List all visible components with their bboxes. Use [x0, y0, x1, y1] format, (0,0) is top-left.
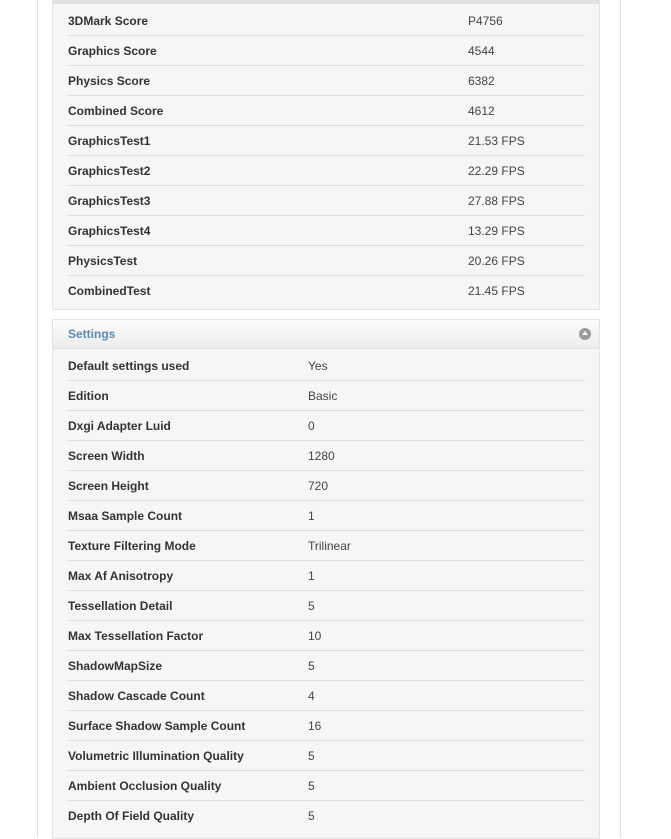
settings-label: Default settings used	[68, 359, 190, 373]
settings-value: Trilinear	[308, 539, 351, 553]
result-label: Graphics Score	[68, 44, 157, 58]
settings-value: 5	[308, 779, 315, 793]
settings-value: 1	[308, 509, 315, 523]
settings-row	[67, 591, 585, 621]
result-value: 4612	[468, 104, 495, 118]
result-row-3dmark-score	[67, 6, 585, 36]
settings-value: 0	[308, 419, 315, 433]
result-row-physics-test	[67, 246, 585, 276]
settings-value: Yes	[308, 359, 328, 373]
result-row-graphics-test-3	[67, 186, 585, 216]
settings-label: Tessellation Detail	[68, 599, 173, 613]
settings-panel	[52, 319, 600, 839]
settings-value: 720	[308, 479, 329, 493]
settings-row	[67, 381, 585, 411]
settings-label: Volumetric Illumination Quality	[68, 749, 244, 763]
result-value: 13.29 FPS	[468, 224, 525, 238]
settings-row	[67, 441, 585, 471]
settings-label: Max Tessellation Factor	[68, 629, 204, 643]
result-row-physics-score	[67, 66, 585, 96]
settings-row	[67, 741, 585, 771]
result-value: 4544	[468, 44, 495, 58]
settings-row	[67, 801, 585, 830]
results-list	[67, 4, 585, 305]
settings-label: Edition	[68, 389, 109, 403]
settings-row	[67, 531, 585, 561]
result-row-graphics-test-1	[67, 126, 585, 156]
settings-label: Msaa Sample Count	[68, 509, 183, 523]
settings-value: 1280	[308, 449, 335, 463]
settings-value: Basic	[308, 389, 338, 403]
result-value: 21.53 FPS	[468, 134, 525, 148]
settings-label: Ambient Occlusion Quality	[68, 779, 222, 793]
result-value: 6382	[468, 74, 495, 88]
result-label: GraphicsTest3	[68, 194, 151, 208]
settings-label: Dxgi Adapter Luid	[68, 419, 171, 433]
result-label: GraphicsTest1	[68, 134, 151, 148]
result-value: 20.26 FPS	[468, 254, 525, 268]
settings-value: 10	[308, 629, 322, 643]
result-value: 21.45 FPS	[468, 284, 525, 298]
settings-label: Screen Width	[68, 449, 145, 463]
result-value: 27.88 FPS	[468, 194, 525, 208]
settings-row	[67, 501, 585, 531]
result-value: 22.29 FPS	[468, 164, 525, 178]
settings-panel-header[interactable]	[53, 320, 599, 349]
settings-row	[67, 681, 585, 711]
settings-label: ShadowMapSize	[68, 659, 163, 673]
settings-row	[67, 561, 585, 591]
settings-row	[67, 711, 585, 741]
result-row-graphics-test-2	[67, 156, 585, 186]
settings-row	[67, 771, 585, 801]
settings-value: 1	[308, 569, 315, 583]
result-label: GraphicsTest2	[68, 164, 151, 178]
settings-value: 4	[308, 689, 315, 703]
settings-value: 5	[308, 749, 315, 763]
result-row-combined-test	[67, 276, 585, 305]
result-label: Combined Score	[68, 104, 164, 118]
settings-label: Surface Shadow Sample Count	[68, 719, 246, 733]
settings-value: 5	[308, 659, 315, 673]
result-label: PhysicsTest	[68, 254, 138, 268]
result-label: GraphicsTest4	[68, 224, 151, 238]
result-row-graphics-test-4	[67, 216, 585, 246]
result-label: CombinedTest	[68, 284, 151, 298]
settings-row	[67, 411, 585, 441]
result-label: 3DMark Score	[68, 14, 149, 28]
settings-label: Max Af Anisotropy	[68, 569, 174, 583]
settings-label: Depth Of Field Quality	[68, 809, 195, 823]
settings-row	[67, 621, 585, 651]
collapse-up-icon[interactable]	[579, 328, 591, 340]
settings-row	[67, 351, 585, 381]
settings-label: Shadow Cascade Count	[68, 689, 205, 703]
result-row-graphics-score	[67, 36, 585, 66]
results-panel	[52, 0, 600, 310]
result-label: Physics Score	[68, 74, 151, 88]
settings-label: Texture Filtering Mode	[68, 539, 196, 553]
settings-row	[67, 471, 585, 501]
result-row-combined-score	[67, 96, 585, 126]
settings-list	[67, 349, 585, 830]
settings-label: Screen Height	[68, 479, 149, 493]
settings-value: 16	[308, 719, 322, 733]
settings-value: 5	[308, 809, 315, 823]
settings-value: 5	[308, 599, 315, 613]
settings-title: Settings	[68, 327, 116, 341]
result-value: P4756	[468, 14, 503, 28]
settings-row	[67, 651, 585, 681]
